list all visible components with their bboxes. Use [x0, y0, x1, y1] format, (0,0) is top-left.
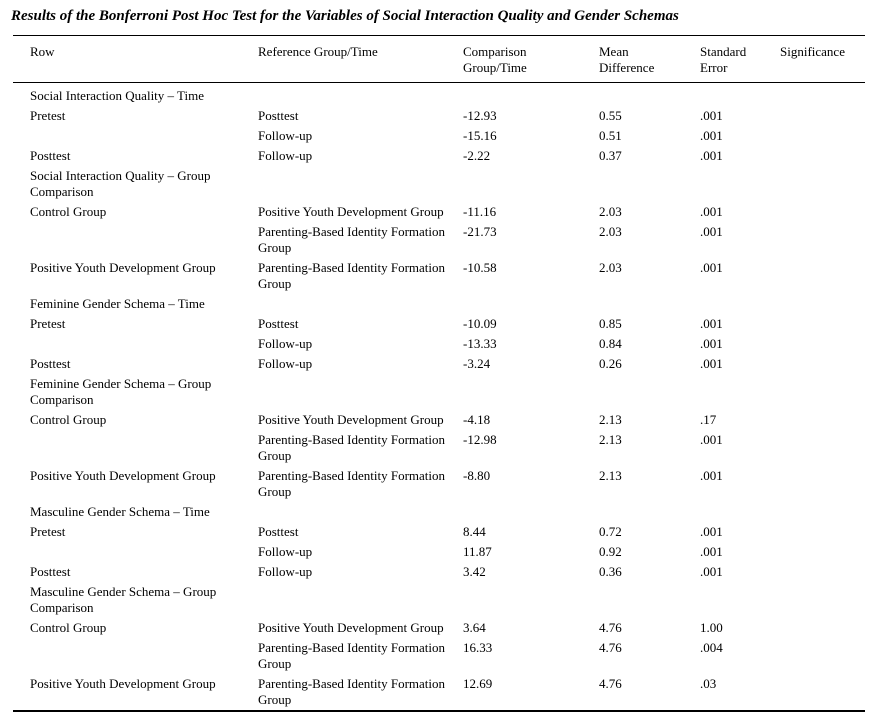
- table-cell: 2.03: [599, 204, 622, 219]
- table-cell: Posttest: [30, 356, 71, 371]
- table-cell: .001: [700, 468, 723, 483]
- column-header: Comparison Group/Time: [463, 36, 599, 83]
- table-cell: Positive Youth Development Group: [30, 468, 216, 483]
- table-cell: [463, 166, 599, 202]
- table-cell: 2.03: [599, 260, 622, 275]
- section-label: Masculine Gender Schema – Time: [30, 504, 210, 519]
- table-cell: -10.58: [463, 260, 497, 275]
- table-cell: Posttest: [30, 148, 71, 163]
- results-table: [13, 35, 865, 712]
- table-cell: .001: [700, 316, 723, 331]
- table-body: [13, 83, 865, 712]
- table-cell: [258, 582, 463, 618]
- data-row: [13, 430, 865, 466]
- table-cell: Follow-up: [258, 128, 313, 143]
- table-cell: .001: [700, 108, 723, 123]
- table-cell: Pretest: [30, 524, 66, 539]
- table-cell: Posttest: [30, 564, 71, 579]
- table-cell: Follow-up: [258, 336, 313, 351]
- table-cell: 0.37: [599, 148, 622, 163]
- table-cell: Posttest: [258, 524, 299, 539]
- table-cell: [700, 502, 780, 522]
- table-cell: Parenting-Based Identity Formation Group: [258, 432, 446, 463]
- table-cell: [780, 314, 865, 334]
- table-cell: .004: [700, 640, 723, 655]
- table-cell: [780, 334, 865, 354]
- table-cell: [780, 502, 865, 522]
- table-cell: [780, 410, 865, 430]
- table-cell: -12.98: [463, 432, 497, 447]
- table-cell: 0.55: [599, 108, 622, 123]
- data-row: [13, 126, 865, 146]
- table-cell: 4.76: [599, 640, 622, 655]
- table-cell: [700, 166, 780, 202]
- table-cell: Posttest: [258, 108, 299, 123]
- column-header: Reference Group/Time: [258, 36, 463, 83]
- table-cell: [258, 502, 463, 522]
- table-cell: [599, 294, 700, 314]
- table-cell: .001: [700, 260, 723, 275]
- data-row: [13, 466, 865, 502]
- section-row: [13, 166, 865, 202]
- table-cell: [780, 166, 865, 202]
- table-cell: 0.92: [599, 544, 622, 559]
- data-row: [13, 314, 865, 334]
- table-cell: [599, 582, 700, 618]
- table-cell: .001: [700, 524, 723, 539]
- table-cell: [780, 522, 865, 542]
- table-cell: Parenting-Based Identity Formation Group: [258, 676, 446, 707]
- section-label: Social Interaction Quality – Group Comparison: [30, 168, 211, 199]
- table-cell: [599, 502, 700, 522]
- table-cell: [700, 83, 780, 107]
- table-cell: [599, 374, 700, 410]
- table-cell: 2.13: [599, 432, 622, 447]
- table-cell: [780, 146, 865, 166]
- table-cell: 2.13: [599, 468, 622, 483]
- table-cell: 8.44: [463, 524, 486, 539]
- table-cell: Parenting-Based Identity Formation Group: [258, 640, 446, 671]
- table-title: Results of the Bonferroni Post Hoc Test for the Variables of Social Interaction Quality and Gender Schemas: [11, 8, 679, 24]
- data-row: [13, 562, 865, 582]
- section-row: [13, 582, 865, 618]
- table-cell: 2.03: [599, 224, 622, 239]
- table-cell: -12.93: [463, 108, 497, 123]
- data-row: [13, 106, 865, 126]
- table-cell: Follow-up: [258, 564, 313, 579]
- table-cell: [258, 294, 463, 314]
- table-cell: -8.80: [463, 468, 491, 483]
- column-header: Standard Error: [700, 36, 780, 83]
- table-cell: [13, 638, 258, 674]
- section-row: [13, 83, 865, 107]
- section-label: Feminine Gender Schema – Time: [30, 296, 205, 311]
- table-cell: Parenting-Based Identity Formation Group: [258, 260, 446, 291]
- table-cell: [780, 562, 865, 582]
- table-cell: .001: [700, 336, 723, 351]
- table-cell: .17: [700, 412, 717, 427]
- data-row: [13, 542, 865, 562]
- section-label: Feminine Gender Schema – Group Comparison: [30, 376, 212, 407]
- table-cell: 1.00: [700, 620, 723, 635]
- table-cell: Parenting-Based Identity Formation Group: [258, 224, 446, 255]
- data-row: [13, 222, 865, 258]
- table-cell: .001: [700, 432, 723, 447]
- section-row: [13, 502, 865, 522]
- data-row: [13, 334, 865, 354]
- table-cell: [700, 582, 780, 618]
- table-cell: [780, 542, 865, 562]
- table-cell: -3.24: [463, 356, 491, 371]
- table-cell: Parenting-Based Identity Formation Group: [258, 468, 446, 499]
- table-cell: [463, 502, 599, 522]
- table-cell: Positive Youth Development Group: [30, 676, 216, 691]
- table-cell: [700, 294, 780, 314]
- table-cell: -10.09: [463, 316, 497, 331]
- table-cell: [780, 106, 865, 126]
- table-cell: -2.22: [463, 148, 491, 163]
- table-cell: 0.85: [599, 316, 622, 331]
- table-cell: [599, 83, 700, 107]
- table-header: [13, 36, 865, 83]
- table-cell: [780, 294, 865, 314]
- table-cell: [258, 166, 463, 202]
- table-cell: [780, 222, 865, 258]
- table-cell: -13.33: [463, 336, 497, 351]
- table-cell: .03: [700, 676, 717, 691]
- data-row: [13, 258, 865, 294]
- table-cell: Follow-up: [258, 356, 313, 371]
- table-cell: Posttest: [258, 316, 299, 331]
- section-row: [13, 294, 865, 314]
- table-cell: [13, 126, 258, 146]
- table-cell: Positive Youth Development Group: [30, 260, 216, 275]
- table-cell: 0.72: [599, 524, 622, 539]
- table-cell: .001: [700, 544, 723, 559]
- table-cell: -21.73: [463, 224, 497, 239]
- column-header: Significance: [780, 36, 865, 83]
- table-cell: Follow-up: [258, 148, 313, 163]
- table-cell: [780, 258, 865, 294]
- data-row: [13, 618, 865, 638]
- table-cell: Positive Youth Development Group: [258, 204, 444, 219]
- table-cell: -15.16: [463, 128, 497, 143]
- table-cell: [780, 674, 865, 711]
- table-cell: 12.69: [463, 676, 493, 691]
- table-cell: .001: [700, 148, 723, 163]
- table-cell: [258, 83, 463, 107]
- table-cell: .001: [700, 564, 723, 579]
- table-cell: Pretest: [30, 316, 66, 331]
- table-cell: 4.76: [599, 676, 622, 691]
- section-label: Social Interaction Quality – Time: [30, 88, 205, 103]
- section-row: [13, 374, 865, 410]
- table-cell: [780, 374, 865, 410]
- table-cell: [700, 374, 780, 410]
- table-cell: 2.13: [599, 412, 622, 427]
- header-row: [13, 36, 865, 83]
- table-cell: [780, 638, 865, 674]
- table-cell: [13, 334, 258, 354]
- table-cell: [463, 374, 599, 410]
- section-label: Masculine Gender Schema – Group Comparison: [30, 584, 217, 615]
- table-cell: Positive Youth Development Group: [258, 412, 444, 427]
- table-cell: [780, 354, 865, 374]
- table-cell: -4.18: [463, 412, 491, 427]
- data-row: [13, 410, 865, 430]
- table-cell: 0.36: [599, 564, 622, 579]
- table-cell: 16.33: [463, 640, 493, 655]
- table-cell: 0.51: [599, 128, 622, 143]
- column-header: Mean Difference: [599, 36, 700, 83]
- table-cell: 4.76: [599, 620, 622, 635]
- table-cell: 11.87: [463, 544, 492, 559]
- table-cell: .001: [700, 356, 723, 371]
- table-cell: [780, 430, 865, 466]
- table-cell: Control Group: [30, 204, 107, 219]
- table-cell: [599, 166, 700, 202]
- table-cell: Positive Youth Development Group: [258, 620, 444, 635]
- column-header: Row: [13, 36, 258, 83]
- table-cell: [780, 582, 865, 618]
- table-cell: Control Group: [30, 412, 107, 427]
- table-cell: [463, 294, 599, 314]
- data-row: [13, 638, 865, 674]
- table-cell: [780, 618, 865, 638]
- table-cell: -11.16: [463, 204, 497, 219]
- table-cell: 3.64: [463, 620, 486, 635]
- table-cell: [13, 430, 258, 466]
- table-cell: 0.26: [599, 356, 622, 371]
- table-cell: 3.42: [463, 564, 486, 579]
- table-cell: [780, 83, 865, 107]
- table-cell: [780, 202, 865, 222]
- table-cell: 0.84: [599, 336, 622, 351]
- table-cell: [780, 126, 865, 146]
- data-row: [13, 354, 865, 374]
- table-cell: [13, 542, 258, 562]
- table-cell: .001: [700, 128, 723, 143]
- table-cell: [780, 466, 865, 502]
- table-cell: [258, 374, 463, 410]
- table-cell: Control Group: [30, 620, 107, 635]
- data-row: [13, 522, 865, 542]
- table-cell: [463, 83, 599, 107]
- table-cell: .001: [700, 224, 723, 239]
- data-row: [13, 202, 865, 222]
- table-cell: Pretest: [30, 108, 66, 123]
- data-row: [13, 146, 865, 166]
- table-cell: [13, 222, 258, 258]
- table-cell: Follow-up: [258, 544, 313, 559]
- data-row: [13, 674, 865, 711]
- table-cell: [463, 582, 599, 618]
- table-cell: .001: [700, 204, 723, 219]
